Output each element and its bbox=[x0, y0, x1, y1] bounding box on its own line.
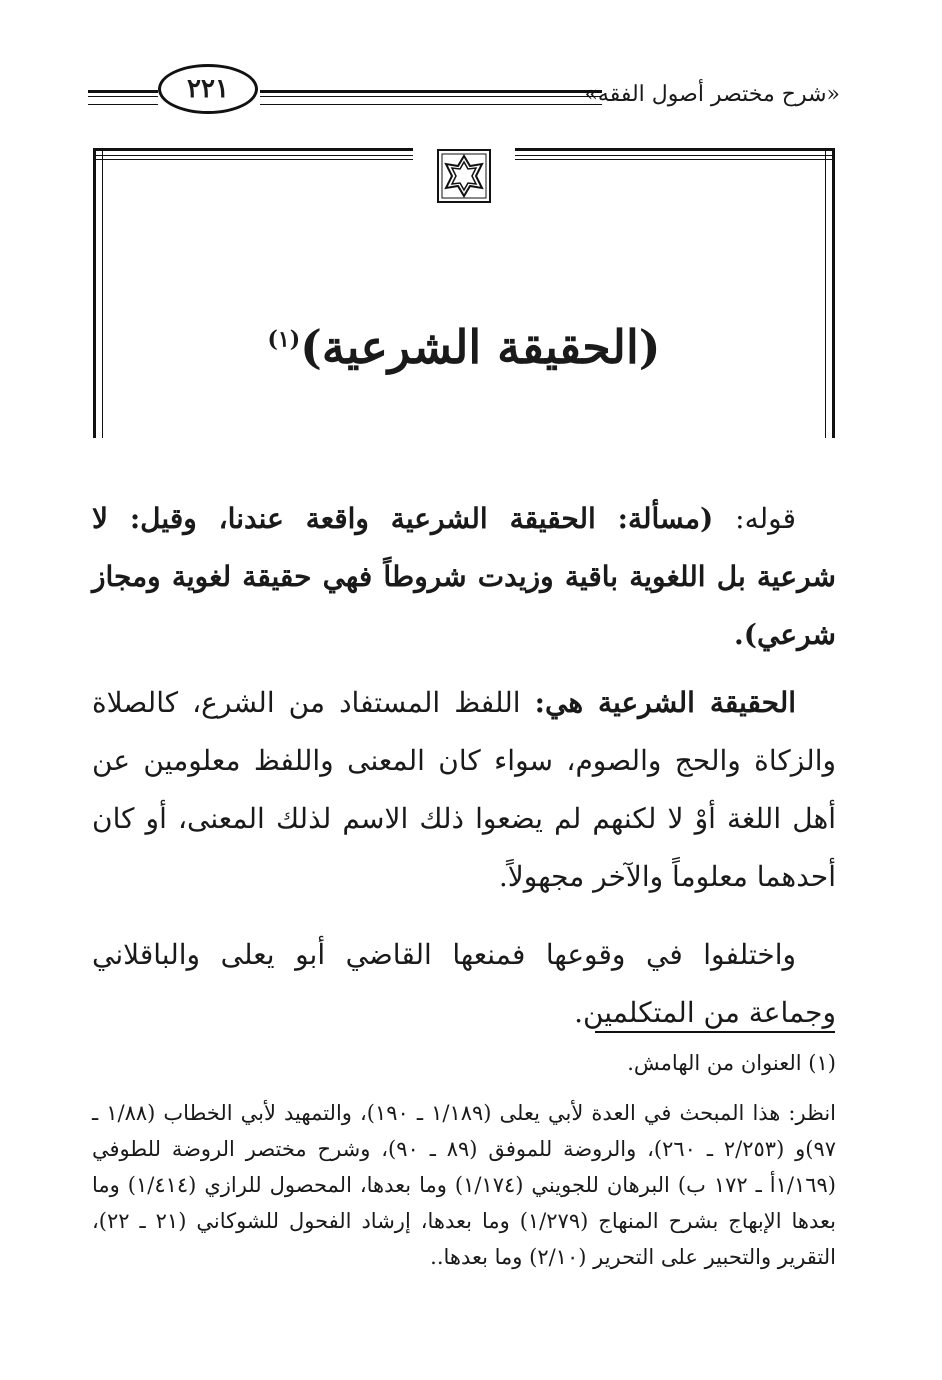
footnotes bbox=[92, 1045, 836, 1275]
footnote-2: انظر: هذا المبحث في العدة لأبي يعلى (١/١٨٩ ـ ١٩٠)، والتمهيد لأبي الخطاب (١/٨٨ ـ ٩٧)و (٢/٢٥٣ ـ ٢٦٠)، والروضة للموفق (٨٩ ـ ٩٠)، وشرح مختصر الروضة للطوفي (١/١٦٩أ ـ ١٧٢ ب) البرهان للجويني (١/١٧٤) وما بعدها، المحصول للرازي (١/٤١٤) وما بعدها الإبهاج بشرح المنهاج (١/٢٧٩) وما بعدها، إرشاد الفحول للشوكاني (٢١ ـ ٢٢)، التقرير والتحبير على التحرير (٢/١٠) وما بعدها.. bbox=[92, 1101, 837, 1269]
running-title: «شرح مختصر أصول الفقه» bbox=[584, 82, 840, 107]
chapter-title-text: (الحقيقة الشرعية) bbox=[300, 320, 661, 374]
page-number-text: ٢٢١ bbox=[187, 74, 229, 104]
frame-side-right bbox=[825, 148, 835, 438]
paragraph-2 bbox=[92, 674, 836, 906]
star-ornament-icon bbox=[436, 148, 492, 204]
header-rule-right bbox=[260, 90, 602, 105]
running-header bbox=[88, 60, 840, 130]
chapter-title bbox=[93, 320, 835, 374]
footnote-marker: (١) bbox=[267, 326, 301, 353]
paragraph-1-lead: قوله: bbox=[735, 502, 796, 535]
body-text bbox=[92, 490, 836, 1042]
page-number bbox=[158, 64, 258, 114]
frame-top-left bbox=[93, 148, 413, 165]
definition-text: اللفظ المستفاد من الشرع، كالصلاة والزكاة والحج والصوم، سواء كان المعنى واللفظ معلومين عن أهل اللغة أوْ لا لكنهم لم يضعوا ذلك الاسم لذلك المعنى، أو كان أحدهما معلوماً والآخر مجهولاً. bbox=[92, 686, 836, 893]
header-rule-left bbox=[88, 90, 158, 105]
frame-top-right bbox=[515, 148, 835, 165]
definition-term: الحقيقة الشرعية هي: bbox=[534, 686, 797, 719]
chapter-frame bbox=[93, 148, 835, 438]
paragraph-1 bbox=[92, 490, 836, 664]
footnote-1: (١) العنوان من الهامش. bbox=[627, 1051, 836, 1075]
quoted-matn: (مسألة: الحقيقة الشرعية واقعة عندنا، وقيل: لا شرعية بل اللغوية باقية وزيدت شروطاً فهي حقيقة لغوية ومجاز شرعي). bbox=[92, 502, 836, 651]
footnote-separator bbox=[595, 1031, 835, 1033]
paragraph-3: واختلفوا في وقوعها فمنعها القاضي أبو يعلى والباقلاني وجماعة من المتكلمين. bbox=[92, 938, 836, 1029]
frame-side-left bbox=[93, 148, 103, 438]
